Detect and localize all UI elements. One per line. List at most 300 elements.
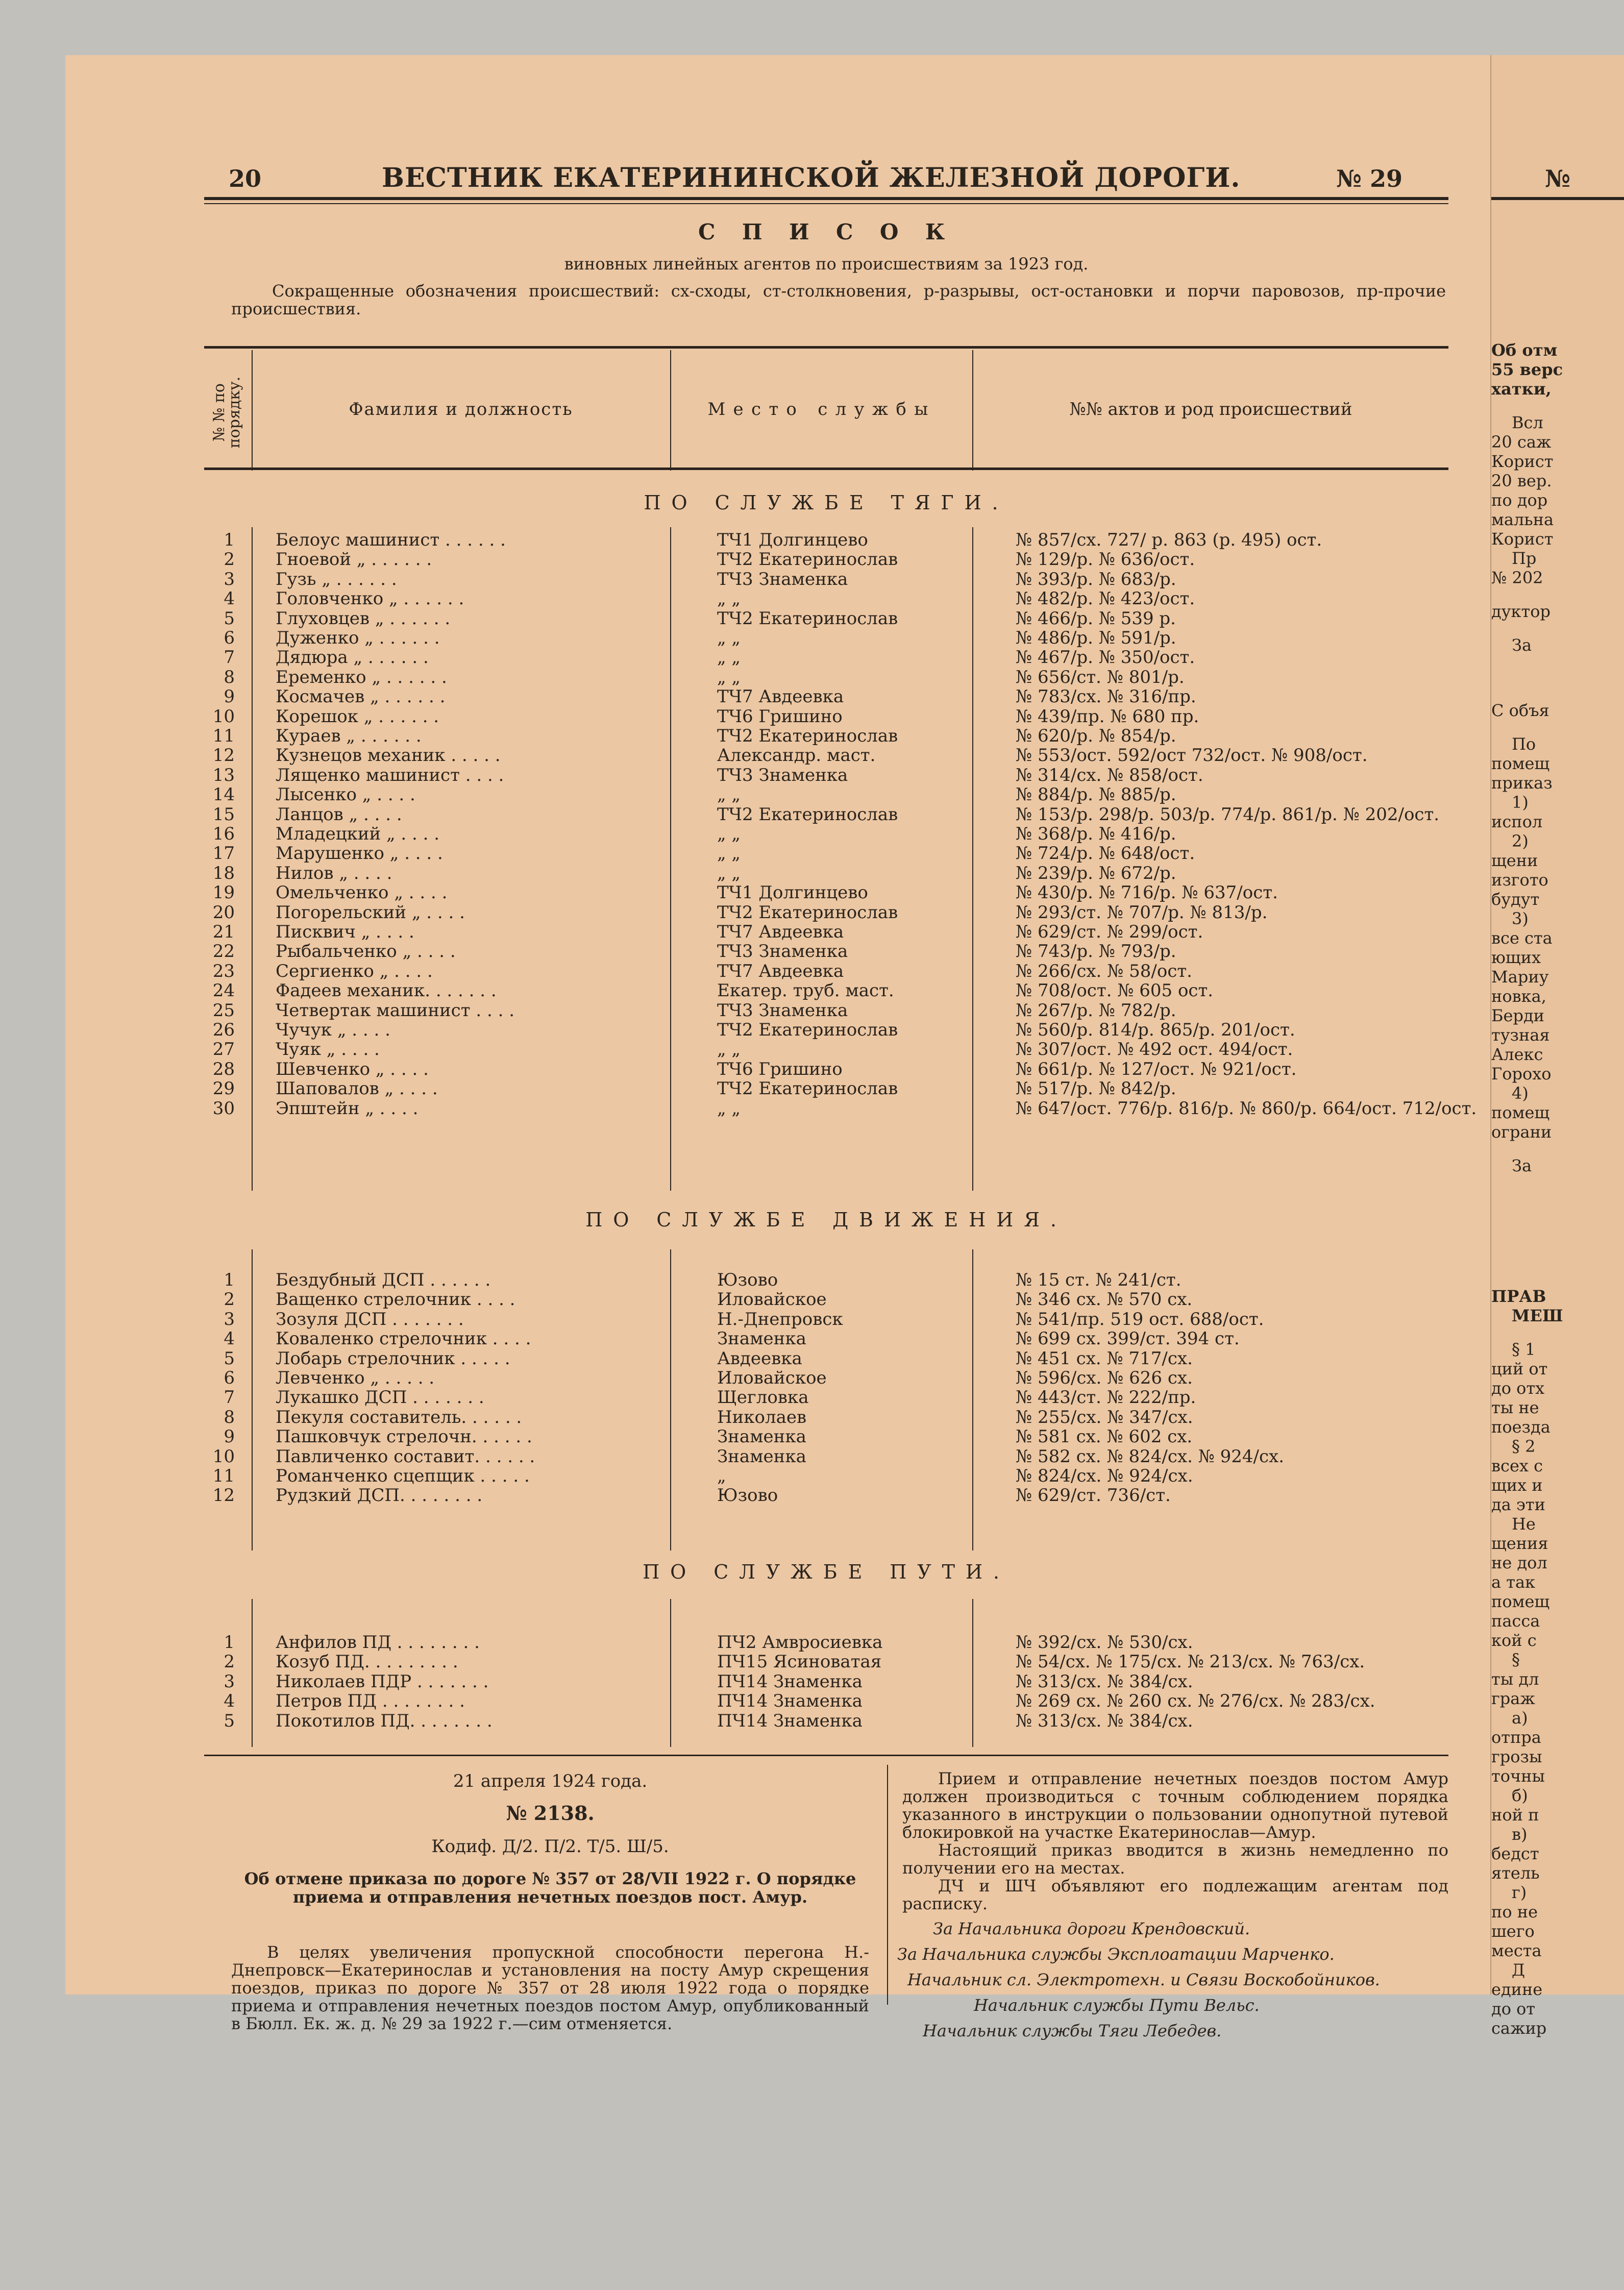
adjacent-text-line: да эти: [1491, 1495, 1545, 1514]
row-number: 2: [224, 1652, 235, 1672]
row-number: 28: [212, 1058, 235, 1079]
row-number: 12: [212, 1485, 235, 1506]
row-number: 1: [224, 530, 235, 550]
adjacent-text-line: щения: [1491, 1534, 1548, 1553]
row-place: Знаменка: [717, 1426, 806, 1447]
row-name: Фадеев механик. . . . . . .: [276, 980, 497, 1001]
row-place: „ „: [717, 784, 741, 805]
adjacent-text-line: Об отм: [1491, 340, 1558, 360]
row-number: 4: [224, 1328, 235, 1349]
order-body-right-3: ДЧ и ШЧ объявляют его подлежащим агентам под расписку.: [902, 1876, 1448, 1913]
section-rows-movement: [204, 1270, 1448, 1535]
row-place: Александр. маст.: [717, 745, 876, 766]
adjacent-text-line: помещ: [1491, 1103, 1550, 1122]
row-place: ПЧ14 Знаменка: [717, 1710, 863, 1731]
row-place: ТЧ2 Екатеринослав: [717, 1078, 898, 1099]
table-header-rule: [204, 467, 1448, 470]
row-name: Шевченко „ . . . .: [276, 1058, 429, 1079]
row-place: ТЧ6 Гришино: [717, 1058, 843, 1079]
row-number: 10: [212, 706, 235, 727]
row-acts: № 239/р. № 672/р.: [1016, 863, 1176, 883]
column-divider: [887, 1765, 888, 2005]
row-number: 22: [212, 941, 235, 962]
row-name: Младецкий „ . . . .: [276, 824, 440, 844]
adjacent-text-line: щих и: [1491, 1475, 1543, 1495]
row-place: Н.-Днепровск: [717, 1309, 843, 1329]
row-place: ТЧ2 Екатеринослав: [717, 726, 898, 746]
row-number: 26: [212, 1020, 235, 1040]
header-rule-thin: [204, 203, 1448, 204]
adjacent-text-line: новка,: [1491, 987, 1546, 1006]
adjacent-text-line: 4): [1512, 1084, 1529, 1103]
adjacent-text-line: ты дл: [1491, 1669, 1539, 1689]
row-name: Головченко „ . . . . . .: [276, 588, 464, 609]
col-header-num: № № по порядку.: [210, 376, 243, 449]
list-subtitle: виновных линейных агентов по происшествиям за 1923 год.: [564, 254, 1089, 274]
row-place: ПЧ15 Ясиноватая: [717, 1652, 882, 1672]
row-acts: № 661/р. № 127/ост. № 921/ост.: [1016, 1058, 1297, 1079]
row-number: 23: [212, 961, 235, 981]
row-place: ТЧ2 Екатеринослав: [717, 1020, 898, 1040]
row-acts: № 443/ст. № 222/пр.: [1016, 1387, 1196, 1408]
adjacent-text-line: а): [1512, 1708, 1528, 1728]
adjacent-text-line: приказ: [1491, 773, 1553, 793]
adjacent-text-line: сажир: [1491, 2018, 1547, 2038]
adjacent-text-line: Всл: [1512, 413, 1543, 432]
adjacent-text-line: Д: [1512, 1960, 1525, 1980]
signature-line: Начальник службы Тяги Лебедев.: [923, 2021, 1222, 2040]
adjacent-text-line: испол: [1491, 812, 1543, 831]
adjacent-text-line: хатки,: [1491, 379, 1552, 399]
row-acts: № 266/сх. № 58/ост.: [1016, 961, 1192, 981]
adjacent-text-line: будут: [1491, 890, 1540, 909]
adjacent-text-line: Корист: [1491, 452, 1554, 471]
row-number: 21: [212, 922, 235, 942]
row-acts: № 153/р. 298/р. 503/р. 774/р. 861/р. № 202/ост.: [1016, 804, 1440, 825]
adjacent-header-rule: [1491, 197, 1624, 200]
row-name: Белоус машинист . . . . . .: [276, 530, 506, 550]
adjacent-text-line: № 202: [1491, 568, 1543, 587]
row-place: „: [717, 1466, 726, 1486]
row-place: ПЧ14 Знаменка: [717, 1691, 863, 1712]
row-acts: № 647/ост. 776/р. 816/р. № 860/р. 664/ост. 712/ост.: [1016, 1098, 1477, 1119]
row-number: 19: [212, 882, 235, 903]
row-acts: № 451 сх. № 717/сх.: [1016, 1348, 1193, 1369]
row-place: Иловайское: [717, 1289, 827, 1310]
row-place: ТЧ3 Знаменка: [717, 765, 848, 785]
row-place: ТЧ1 Долгинцево: [717, 882, 868, 903]
signature-line: Начальник службы Пути Вельс.: [974, 1996, 1260, 2015]
row-acts: № 783/сх. № 316/пр.: [1016, 686, 1196, 707]
adjacent-text-line: поезда: [1491, 1417, 1551, 1437]
row-number: 20: [212, 902, 235, 923]
row-name: Лукашко ДСП . . . . . . .: [276, 1387, 484, 1408]
adjacent-text-line: С объя: [1491, 701, 1549, 720]
row-name: Кураев „ . . . . . .: [276, 726, 422, 746]
row-number: 29: [212, 1078, 235, 1099]
order-date: 21 апреля 1924 года.: [453, 1771, 648, 1791]
row-name: Шаповалов „ . . . .: [276, 1078, 438, 1099]
row-acts: № 54/сх. № 175/сх. № 213/сх. № 763/сх.: [1016, 1652, 1365, 1672]
row-acts: № 724/р. № 648/ост.: [1016, 843, 1195, 864]
adjacent-text-line: Алекс: [1491, 1045, 1543, 1064]
row-number: 3: [224, 1309, 235, 1329]
row-place: „ „: [717, 667, 741, 687]
adjacent-text-line: г): [1512, 1883, 1527, 1902]
adjacent-text-line: б): [1512, 1786, 1528, 1805]
adjacent-text-line: 3): [1512, 909, 1529, 928]
adjacent-text-line: по дор: [1491, 490, 1548, 510]
row-number: 7: [224, 647, 235, 668]
row-name: Лысенко „ . . . .: [276, 784, 415, 805]
adjacent-text-line: § 1: [1512, 1340, 1536, 1359]
row-place: Щегловка: [717, 1387, 809, 1408]
issue-number: № 29: [1336, 165, 1403, 192]
row-acts: № 293/ст. № 707/р. № 813/р.: [1016, 902, 1268, 923]
adjacent-page-fragment: [1490, 55, 1624, 2038]
row-number: 13: [212, 765, 235, 785]
row-name: Глуховцев „ . . . . . .: [276, 608, 451, 629]
row-acts: № 467/р. № 350/ост.: [1016, 647, 1195, 668]
row-place: Екатер. труб. маст.: [717, 980, 894, 1001]
row-name: Пашковчук стрелочн. . . . . .: [276, 1426, 532, 1447]
row-name: Сергиенко „ . . . .: [276, 961, 433, 981]
row-place: Юзово: [717, 1485, 778, 1506]
row-acts: № 255/сх. № 347/сх.: [1016, 1407, 1193, 1427]
row-acts: № 553/ост. 592/ост 732/ост. № 908/ост.: [1016, 745, 1368, 766]
row-place: Иловайское: [717, 1368, 827, 1388]
row-number: 14: [212, 784, 235, 805]
row-name: Левченко „ . . . . .: [276, 1368, 435, 1388]
adjacent-text-line: За: [1512, 635, 1532, 655]
row-acts: № 581 сх. № 602 сх.: [1016, 1426, 1193, 1447]
row-place: Авдеевка: [717, 1348, 802, 1369]
col-header-acts: №№ актов и род происшествий: [1069, 399, 1352, 420]
row-number: 3: [224, 569, 235, 589]
row-place: Знаменка: [717, 1328, 806, 1349]
adjacent-text-line: мальна: [1491, 510, 1554, 529]
adjacent-text-line: не дол: [1491, 1553, 1547, 1572]
row-acts: № 596/сх. № 626 сх.: [1016, 1368, 1193, 1388]
adjacent-text-line: граж: [1491, 1689, 1535, 1708]
row-place: ТЧ2 Екатеринослав: [717, 804, 898, 825]
row-name: Четвертак машинист . . . .: [276, 1000, 514, 1021]
row-place: ТЧ3 Знаменка: [717, 941, 848, 962]
adjacent-text-line: грозы: [1491, 1747, 1542, 1766]
order-body-right-1: Прием и отправление нечетных поездов постом Амур должен производиться с точным соблюдением порядка указанного в инструкции о пользовании однопутной путевой блокировкой на участке Екатеринослав—Амур.: [902, 1769, 1448, 1842]
row-place: ТЧ6 Гришино: [717, 706, 843, 727]
row-acts: № 857/сх. 727/ р. 863 (р. 495) ост.: [1016, 530, 1322, 550]
adjacent-text-line: дуктор: [1491, 602, 1551, 621]
adjacent-text-line: бедст: [1491, 1844, 1539, 1863]
adjacent-text-line: места: [1491, 1941, 1542, 1960]
row-number: 16: [212, 824, 235, 844]
adjacent-text-line: до от: [1491, 1999, 1536, 2018]
adjacent-text-line: едине: [1491, 1980, 1543, 1999]
adjacent-text-line: 20 вер.: [1491, 471, 1552, 490]
adjacent-text-line: МЕШ: [1512, 1306, 1563, 1325]
row-acts: № 269 сх. № 260 сх. № 276/сх. № 283/сх.: [1016, 1691, 1375, 1712]
row-name: Лященко машинист . . . .: [276, 765, 504, 785]
row-place: Юзово: [717, 1270, 778, 1290]
row-number: 7: [224, 1387, 235, 1408]
adjacent-page-issue: №: [1545, 165, 1570, 192]
row-place: ТЧ3 Знаменка: [717, 569, 848, 589]
adjacent-text-line: ограни: [1491, 1122, 1552, 1142]
adjacent-text-line: ятель: [1491, 1863, 1540, 1883]
row-acts: № 307/ост. № 492 ост. 494/ост.: [1016, 1039, 1293, 1060]
adjacent-text-line: в): [1512, 1825, 1528, 1844]
row-name: Бездубный ДСП . . . . . .: [276, 1270, 491, 1290]
row-acts: № 629/ст. 736/ст.: [1016, 1485, 1171, 1506]
adjacent-text-line: помещ: [1491, 754, 1550, 773]
page-title: ВЕСТНИК ЕКАТЕРИНИНСКОЙ ЖЕЛЕЗНОЙ ДОРОГИ.: [382, 162, 1241, 193]
row-number: 30: [212, 1098, 235, 1119]
row-acts: № 620/р. № 854/р.: [1016, 726, 1176, 746]
row-name: Нилов „ . . . .: [276, 863, 392, 883]
row-acts: № 466/р. № 539 р.: [1016, 608, 1176, 629]
adjacent-text-line: § 2: [1512, 1437, 1536, 1456]
row-acts: № 430/р. № 716/р. № 637/ост.: [1016, 882, 1278, 903]
row-acts: № 313/сх. № 384/сх.: [1016, 1671, 1193, 1692]
row-acts: № 346 сх. № 570 сх.: [1016, 1289, 1193, 1310]
row-place: „ „: [717, 1098, 741, 1119]
row-number: 6: [224, 628, 235, 648]
row-acts: № 699 сх. 399/ст. 394 ст.: [1016, 1328, 1240, 1349]
row-number: 12: [212, 745, 235, 766]
adjacent-text-line: По: [1512, 734, 1536, 754]
table-top-rule: [204, 346, 1448, 349]
table-bottom-rule: [204, 1755, 1448, 1756]
row-place: ТЧ2 Екатеринослав: [717, 902, 898, 923]
row-place: ТЧ2 Екатеринослав: [717, 608, 898, 629]
row-name: Рудзкий ДСП. . . . . . . .: [276, 1485, 483, 1506]
row-name: Чуяк „ . . . .: [276, 1039, 380, 1060]
adjacent-text-line: а так: [1491, 1572, 1536, 1592]
row-acts: № 482/р. № 423/ост.: [1016, 588, 1195, 609]
row-number: 8: [224, 1407, 235, 1427]
row-number: 24: [212, 980, 235, 1001]
adjacent-text-line: ной п: [1491, 1805, 1539, 1825]
adjacent-text-line: все ста: [1491, 928, 1553, 948]
adjacent-text-line: Горохо: [1491, 1064, 1552, 1084]
section-title-movement: ПО СЛУЖБЕ ДВИЖЕНИЯ.: [585, 1209, 1067, 1231]
adjacent-text-line: изгото: [1491, 870, 1548, 890]
row-place: „ „: [717, 824, 741, 844]
row-name: Романченко сцепщик . . . . .: [276, 1466, 530, 1486]
row-place: „ „: [717, 628, 741, 648]
row-number: 8: [224, 667, 235, 687]
row-number: 11: [212, 726, 235, 746]
row-name: Николаев ПДР . . . . . . .: [276, 1671, 489, 1692]
adjacent-text-line: пасса: [1491, 1611, 1540, 1631]
row-name: Гузь „ . . . . . .: [276, 569, 397, 589]
row-number: 27: [212, 1039, 235, 1060]
row-acts: № 392/сх. № 530/сх.: [1016, 1632, 1193, 1653]
row-acts: № 439/пр. № 680 пр.: [1016, 706, 1199, 727]
adjacent-text-line: Не: [1512, 1514, 1536, 1534]
adjacent-text-line: ющих: [1491, 948, 1541, 967]
adjacent-text-line: точны: [1491, 1766, 1545, 1786]
row-name: Чучук „ . . . .: [276, 1020, 390, 1040]
adjacent-text-line: За: [1512, 1156, 1532, 1175]
row-name: Писквич „ . . . .: [276, 922, 414, 942]
row-number: 17: [212, 843, 235, 864]
row-name: Космачев „ . . . . . .: [276, 686, 446, 707]
row-place: „ „: [717, 863, 741, 883]
row-acts: № 486/р. № 591/р.: [1016, 628, 1176, 648]
adjacent-text-line: ПРАВ: [1491, 1287, 1546, 1306]
row-acts: № 314/сх. № 858/ост.: [1016, 765, 1203, 785]
row-name: Гноевой „ . . . . . .: [276, 549, 432, 570]
row-place: ПЧ14 Знаменка: [717, 1671, 863, 1692]
row-acts: № 560/р. 814/р. 865/р. 201/ост.: [1016, 1020, 1295, 1040]
row-number: 11: [212, 1466, 235, 1486]
row-name: Кузнецов механик . . . . .: [276, 745, 501, 766]
row-number: 5: [224, 1348, 235, 1369]
row-place: „ „: [717, 588, 741, 609]
row-acts: № 708/ост. № 605 ост.: [1016, 980, 1214, 1001]
row-number: 9: [224, 686, 235, 707]
row-number: 2: [224, 549, 235, 570]
row-name: Омельченко „ . . . .: [276, 882, 448, 903]
row-acts: № 15 ст. № 241/ст.: [1016, 1270, 1182, 1290]
adjacent-text-line: отпра: [1491, 1728, 1541, 1747]
row-name: Павличенко составит. . . . . .: [276, 1446, 535, 1467]
adjacent-text-line: Пр: [1512, 549, 1537, 568]
adjacent-text-line: 20 саж: [1491, 432, 1552, 452]
row-place: ТЧ7 Авдеевка: [717, 961, 844, 981]
section-rows-track: [204, 1632, 1448, 1744]
row-place: ПЧ2 Амвросиевка: [717, 1632, 883, 1653]
adjacent-text-line: кой с: [1491, 1631, 1537, 1650]
row-number: 3: [224, 1671, 235, 1692]
row-place: ТЧ7 Авдеевка: [717, 922, 844, 942]
signature-line: Начальник сл. Электротехн. и Связи Воскобойников.: [907, 1970, 1380, 1989]
row-acts: № 393/р. № 683/р.: [1016, 569, 1176, 589]
signature-line: За Начальника службы Эксплоатации Марченко.: [897, 1944, 1335, 1964]
row-name: Марушенко „ . . . .: [276, 843, 443, 864]
adjacent-text-line: 55 верс: [1491, 360, 1563, 379]
order-body-right-2: Настоящий приказ вводится в жизнь немедленно по получении его на местах.: [902, 1840, 1448, 1878]
row-name: Дуженко „ . . . . . .: [276, 628, 440, 648]
row-acts: № 656/ст. № 801/р.: [1016, 667, 1185, 687]
adjacent-text-line: щени: [1491, 851, 1538, 870]
row-acts: № 629/ст. № 299/ост.: [1016, 922, 1203, 942]
adjacent-text-line: Берди: [1491, 1006, 1544, 1025]
row-place: ТЧ1 Долгинцево: [717, 530, 868, 550]
adjacent-text-line: по не: [1491, 1902, 1538, 1922]
row-acts: № 884/р. № 885/р.: [1016, 784, 1176, 805]
row-acts: № 541/пр. 519 ост. 688/ост.: [1016, 1309, 1264, 1329]
adjacent-text-line: 2): [1512, 831, 1529, 851]
row-name: Лобарь стрелочник . . . . .: [276, 1348, 510, 1369]
adjacent-text-line: ций от: [1491, 1359, 1548, 1378]
adjacent-text-line: 1): [1512, 793, 1529, 812]
order-codification: Кодиф. Д/2. П/2. Т/5. Ш/5.: [431, 1836, 669, 1857]
adjacent-text-line: до отх: [1491, 1378, 1545, 1398]
order-number: № 2138.: [506, 1802, 595, 1825]
row-name: Дядюра „ . . . . . .: [276, 647, 429, 668]
row-name: Пекуля составитель. . . . . .: [276, 1407, 522, 1427]
adjacent-text-line: тузная: [1491, 1025, 1550, 1045]
row-name: Погорельский „ . . . .: [276, 902, 465, 923]
row-acts: № 129/р. № 636/ост.: [1016, 549, 1195, 570]
adjacent-text-line: всех с: [1491, 1456, 1543, 1475]
row-name: Анфилов ПД . . . . . . . .: [276, 1632, 480, 1653]
adjacent-text-line: Корист: [1491, 529, 1554, 549]
row-number: 4: [224, 588, 235, 609]
page-number: 20: [229, 165, 262, 192]
row-name: Петров ПД . . . . . . . .: [276, 1691, 465, 1712]
row-name: Зозуля ДСП . . . . . . .: [276, 1309, 464, 1329]
row-acts: № 582 сх. № 824/сх. № 924/сх.: [1016, 1446, 1285, 1467]
section-rows-traction: [204, 530, 1477, 1193]
row-name: Корешок „ . . . . . .: [276, 706, 439, 727]
signature-line: За Начальника дороги Крендовский.: [933, 1919, 1250, 1938]
adjacent-text-line: Мариу: [1491, 967, 1549, 987]
row-place: „ „: [717, 1039, 741, 1060]
adjacent-text-line: §: [1512, 1650, 1520, 1669]
row-acts: № 517/р. № 842/р.: [1016, 1078, 1176, 1099]
row-number: 1: [224, 1270, 235, 1290]
header-rule: [204, 197, 1448, 200]
row-acts: № 824/сх. № 924/сх.: [1016, 1466, 1193, 1486]
row-place: ТЧ7 Авдеевка: [717, 686, 844, 707]
row-acts: № 313/сх. № 384/сх.: [1016, 1710, 1193, 1731]
adjacent-text-line: ты не: [1491, 1398, 1539, 1417]
row-number: 2: [224, 1289, 235, 1310]
adjacent-text-line: шего: [1491, 1922, 1535, 1941]
list-title: С П И С О К: [698, 219, 954, 244]
row-number: 18: [212, 863, 235, 883]
row-number: 4: [224, 1691, 235, 1712]
section-title-traction: ПО СЛУЖБЕ ТЯГИ.: [644, 491, 1009, 514]
abbreviations-note: Сокращенные обозначения происшествий: сх-сходы, ст-столкновения, р-разрывы, ост-остановки и порчи паровозов, пр-прочие происшествия.: [231, 281, 1446, 318]
col-header-name: Фамилия и должность: [349, 399, 573, 420]
row-name: Еременко „ . . . . . .: [276, 667, 447, 687]
row-place: ТЧ3 Знаменка: [717, 1000, 848, 1021]
row-name: Ващенко стрелочник . . . .: [276, 1289, 515, 1310]
order-body-left: В целях увеличения пропускной способности перегона Н.-Днепровск—Екатеринослав и установления на посту Амур скрещения поездов, приказ по дороге № 357 от 28 июля 1922 года о порядке приема и отправления нечетных поездов постом Амур, опубликованный в Бюлл. Ек. ж. д. № 29 за 1922 г.—сим отменяется.: [231, 1942, 869, 2033]
row-name: Эпштейн „ . . . .: [276, 1098, 419, 1119]
row-place: Знаменка: [717, 1446, 806, 1467]
row-name: Козуб ПД. . . . . . . . .: [276, 1652, 458, 1672]
row-place: „ „: [717, 843, 741, 864]
row-place: Николаев: [717, 1407, 807, 1427]
row-acts: № 743/р. № 793/р.: [1016, 941, 1176, 962]
adjacent-text-line: помещ: [1491, 1592, 1550, 1611]
row-number: 10: [212, 1446, 235, 1467]
row-number: 9: [224, 1426, 235, 1447]
row-name: Ланцов „ . . . .: [276, 804, 402, 825]
row-number: 5: [224, 608, 235, 629]
row-acts: № 368/р. № 416/р.: [1016, 824, 1176, 844]
row-place: ТЧ2 Екатеринослав: [717, 549, 898, 570]
order-heading: Об отмене приказа по дороге № 357 от 28/VII 1922 г. О порядке приема и отправления нечетных поездов пост. Амур.: [244, 1869, 856, 1907]
section-title-track: ПО СЛУЖБЕ ПУТИ.: [643, 1561, 1010, 1583]
row-name: Покотилов ПД. . . . . . . .: [276, 1710, 493, 1731]
row-number: 15: [212, 804, 235, 825]
row-name: Коваленко стрелочник . . . .: [276, 1328, 531, 1349]
row-acts: № 267/р. № 782/р.: [1016, 1000, 1176, 1021]
col-header-place: Место службы: [707, 399, 936, 420]
row-number: 6: [224, 1368, 235, 1388]
row-number: 1: [224, 1632, 235, 1653]
row-name: Рыбальченко „ . . . .: [276, 941, 456, 962]
row-place: „ „: [717, 647, 741, 668]
row-number: 25: [212, 1000, 235, 1021]
